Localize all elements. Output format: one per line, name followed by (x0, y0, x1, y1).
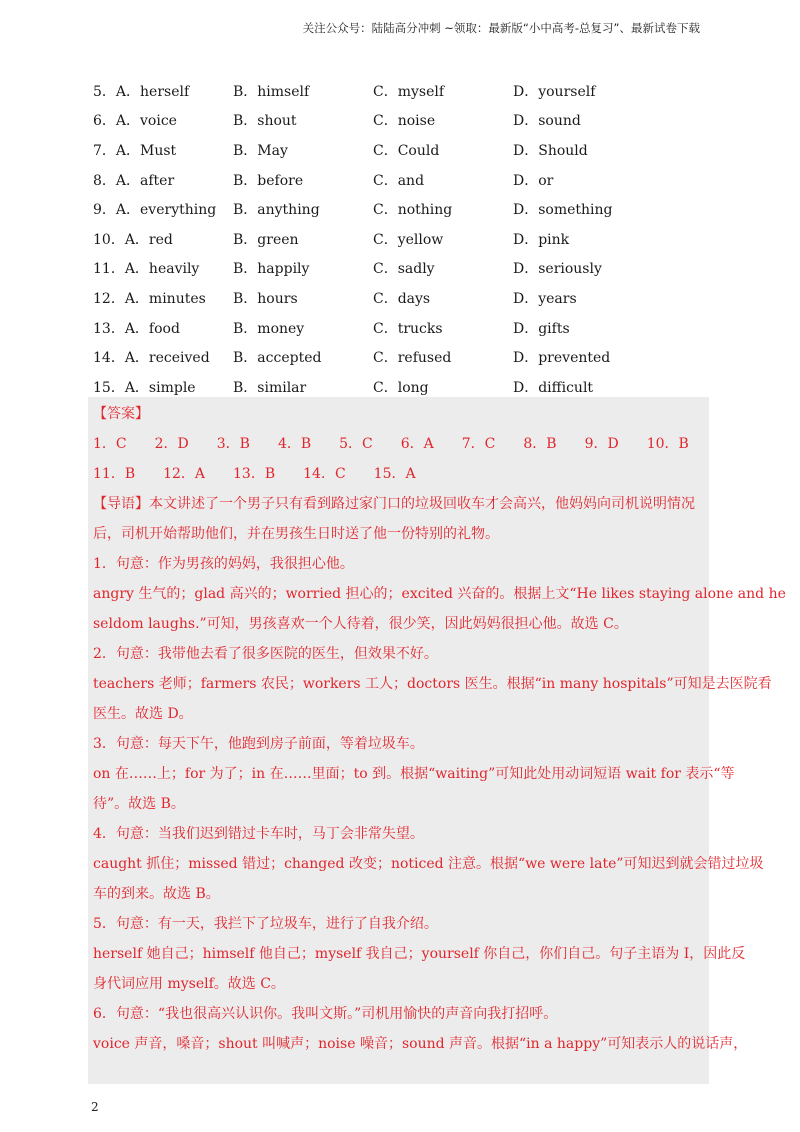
option-choice: 5．A．herself (93, 83, 190, 100)
option-row (93, 254, 713, 284)
option-choice: B．money (233, 320, 305, 337)
explanation-line: 【导语】本文讲述了一个男子只有看到路过家门口的垃圾回收车才会高兴，他妈妈向司机说明情况 (93, 496, 695, 512)
option-choice: 9．A．everything (93, 202, 217, 219)
option-choice: D．sound (513, 113, 581, 130)
option-choice: C．myself (373, 83, 445, 100)
answer-box (88, 397, 786, 1084)
option-choice: C．noise (373, 113, 436, 130)
page-header: 关注公众号：陆陆高分冲刺 ~领取：最新版“小中高考-总复习”、最新试卷下载 (302, 21, 700, 35)
option-choice: 14．A．received (93, 350, 210, 367)
option-row (93, 76, 713, 106)
option-choice: C．refused (373, 350, 452, 367)
answer-key-row-1: 1．C 2．D 3．B 4．B 5．C 6．A 7．C 8．B 9．D 10．B (93, 436, 689, 452)
option-choice: D．years (513, 290, 577, 307)
option-choice: B．before (233, 172, 304, 189)
option-choice: B．anything (233, 202, 320, 219)
explanation-line: herself 她自己；himself 他自己；myself 我自己；yourself 你自己，你们自己。句子主语为 I，因此反 (93, 946, 746, 962)
option-row (93, 135, 713, 165)
options-list (93, 76, 713, 402)
page-number: 2 (91, 1100, 99, 1114)
explanation-line: teachers 老师；farmers 农民；workers 工人；doctors 医生。根据“in many hospitals”可知是去医院看 (93, 676, 772, 692)
option-choice: 7．A．Must (93, 142, 177, 159)
option-choice: C．and (373, 172, 425, 189)
explanation-line: angry 生气的；glad 高兴的；worried 担心的；excited 兴奋的。根据上文“He likes staying alone and he (93, 586, 786, 602)
explanation-line: voice 声音，嗓音；shout 叫喊声；noise 噪音；sound 声音。根据“in a happy”可知表示人的说话声， (93, 1036, 748, 1052)
explanation-line: 1．句意：作为男孩的妈妈，我很担心他。 (93, 556, 354, 572)
explanation-line: 5．句意：有一天，我拦下了垃圾车，进行了自我介绍。 (93, 916, 438, 932)
option-choice: B．May (233, 142, 288, 159)
option-choice: 11．A．heavily (93, 261, 200, 278)
option-choice: B．happily (233, 261, 310, 278)
option-choice: C．long (373, 379, 429, 396)
explanation-line: 后，司机开始帮助他们，并在男孩生日时送了他一份特别的礼物。 (93, 526, 499, 542)
option-choice: C．days (373, 290, 431, 307)
option-row (93, 313, 713, 343)
explanation-line: 车的到来。故选 B。 (93, 886, 220, 902)
option-choice: D．prevented (513, 350, 611, 367)
option-choice: B．shout (233, 113, 297, 130)
option-row (93, 194, 713, 224)
option-choice: D．yourself (513, 83, 596, 100)
explanation-line: seldom laughs.”可知，男孩喜欢一个人待着，很少笑，因此妈妈很担心他。故选 C。 (93, 616, 628, 632)
option-choice: 12．A．minutes (93, 290, 206, 307)
explanation-line: 4．句意：当我们迟到错过卡车时，马丁会非常失望。 (93, 826, 424, 842)
option-choice: C．sadly (373, 261, 435, 278)
option-choice: C．Could (373, 142, 440, 159)
option-choice: D．pink (513, 231, 570, 248)
option-choice: 8．A．after (93, 172, 175, 189)
option-choice: 6．A．voice (93, 113, 177, 130)
option-choice: 15．A．simple (93, 379, 196, 396)
option-choice: D．seriously (513, 261, 602, 278)
option-row (93, 165, 713, 195)
option-choice: D．gifts (513, 320, 570, 337)
option-choice: D．something (513, 202, 613, 219)
explanation-line: 6．句意：“我也很高兴认识你。我叫文斯。”司机用愉快的声音向我打招呼。 (93, 1006, 558, 1022)
option-choice: D．difficult (513, 379, 594, 396)
option-row (93, 283, 713, 313)
option-row (93, 106, 713, 136)
explanation-line: 医生。故选 D。 (93, 706, 193, 722)
option-choice: B．hours (233, 290, 298, 307)
option-choice: B．accepted (233, 350, 322, 367)
answer-key-row-2: 11．B 12．A 13．B 14．C 15．A (93, 466, 416, 482)
option-choice: C．yellow (373, 231, 444, 248)
answer-label: 【答案】 (93, 406, 149, 422)
option-choice: C．nothing (373, 202, 453, 219)
explanation (93, 489, 786, 1059)
option-choice: D．Should (513, 142, 588, 159)
option-choice: B．green (233, 231, 299, 248)
option-row (93, 224, 713, 254)
option-choice: B．similar (233, 379, 307, 396)
explanation-line: 待”。故选 B。 (93, 796, 185, 812)
explanation-line: caught 抓住；missed 错过；changed 改变；noticed 注意。根据“we were late”可知迟到就会错过垃圾 (93, 856, 764, 872)
explanation-line: on 在……上；for 为了；in 在……里面；to 到。根据“waiting”可知此处用动词短语 wait for 表示“等 (93, 766, 735, 782)
option-row (93, 342, 713, 372)
explanation-line: 3．句意：每天下午，他跑到房子前面，等着垃圾车。 (93, 736, 424, 752)
option-choice: C．trucks (373, 320, 443, 337)
option-choice: 10．A．red (93, 231, 173, 248)
option-choice: D．or (513, 172, 554, 189)
option-choice: 13．A．food (93, 320, 180, 337)
explanation-line: 2．句意：我带他去看了很多医院的医生，但效果不好。 (93, 646, 438, 662)
option-choice: B．himself (233, 83, 310, 100)
explanation-line: 身代词应用 myself。故选 C。 (93, 976, 285, 992)
